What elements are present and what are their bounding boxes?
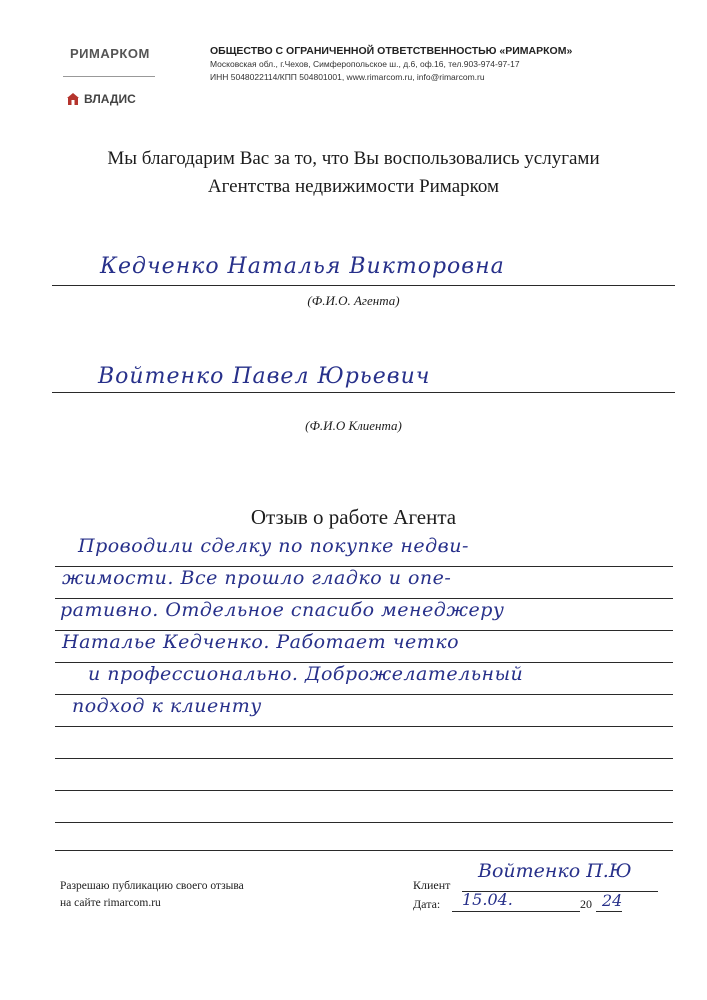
date-line bbox=[452, 911, 580, 912]
company-name: ОБЩЕСТВО С ОГРАНИЧЕННОЙ ОТВЕТСТВЕННОСТЬЮ «РИМАРКОМ» bbox=[210, 45, 573, 57]
review-text-line: Проводили сделку по покупке недви- bbox=[78, 535, 469, 557]
rimarkom-logo: РИМАРКОМ bbox=[70, 46, 150, 61]
company-ids: ИНН 5048022114/КПП 504801001, www.rimarcom.ru, info@rimarcom.ru bbox=[210, 72, 485, 82]
date-value-handwritten: 15.04. bbox=[462, 890, 513, 909]
review-text-line: жимости. Все прошло гладко и опе- bbox=[62, 567, 452, 589]
client-signature-label: Клиент bbox=[413, 878, 451, 892]
date-label: Дата: bbox=[413, 897, 441, 911]
publication-permission-line-2: на сайте rimarcom.ru bbox=[60, 897, 161, 909]
vladis-logo-text: ВЛАДИС bbox=[84, 92, 136, 106]
review-ruled-line bbox=[55, 758, 673, 759]
review-text-line: Наталье Кедченко. Работает четко bbox=[62, 631, 460, 653]
review-heading: Отзыв о работе Агента bbox=[250, 505, 457, 529]
publication-permission-line-1: Разрешаю публикацию своего отзыва bbox=[60, 880, 244, 892]
review-ruled-line bbox=[55, 850, 673, 851]
agent-name-line bbox=[52, 285, 675, 286]
review-text-line: ративно. Отдельное спасибо менеджеру bbox=[60, 599, 505, 621]
year-prefix: 20 bbox=[580, 897, 592, 911]
house-icon bbox=[66, 92, 80, 106]
year-line bbox=[596, 911, 622, 912]
vladis-logo bbox=[66, 92, 136, 106]
thanks-line-2: Агентства недвижимости Римарком bbox=[207, 176, 500, 197]
review-ruled-line bbox=[55, 822, 673, 823]
year-suffix-handwritten: 24 bbox=[602, 891, 623, 910]
company-address: Московская обл., г.Чехов, Симферопольское ш., д.6, оф.16, тел.903-974-97-17 bbox=[210, 59, 520, 69]
review-text-line: подход к клиенту bbox=[72, 695, 262, 717]
client-caption: (Ф.И.О Клиента) bbox=[305, 418, 402, 433]
thanks-line-1: Мы благодарим Вас за то, что Вы воспользовались услугами bbox=[107, 148, 600, 169]
review-ruled-line bbox=[55, 790, 673, 791]
client-name-line bbox=[52, 392, 675, 393]
logo-divider bbox=[63, 76, 155, 77]
review-ruled-line bbox=[55, 726, 673, 727]
client-name-handwritten: Войтенко Павел Юрьевич bbox=[98, 364, 431, 389]
agent-caption: (Ф.И.О. Агента) bbox=[307, 293, 400, 308]
agent-name-handwritten: Кедченко Наталья Викторовна bbox=[100, 254, 505, 279]
client-signature-handwritten: Войтенко П.Ю bbox=[478, 860, 632, 882]
review-text-line: и профессионально. Доброжелательный bbox=[88, 663, 524, 685]
